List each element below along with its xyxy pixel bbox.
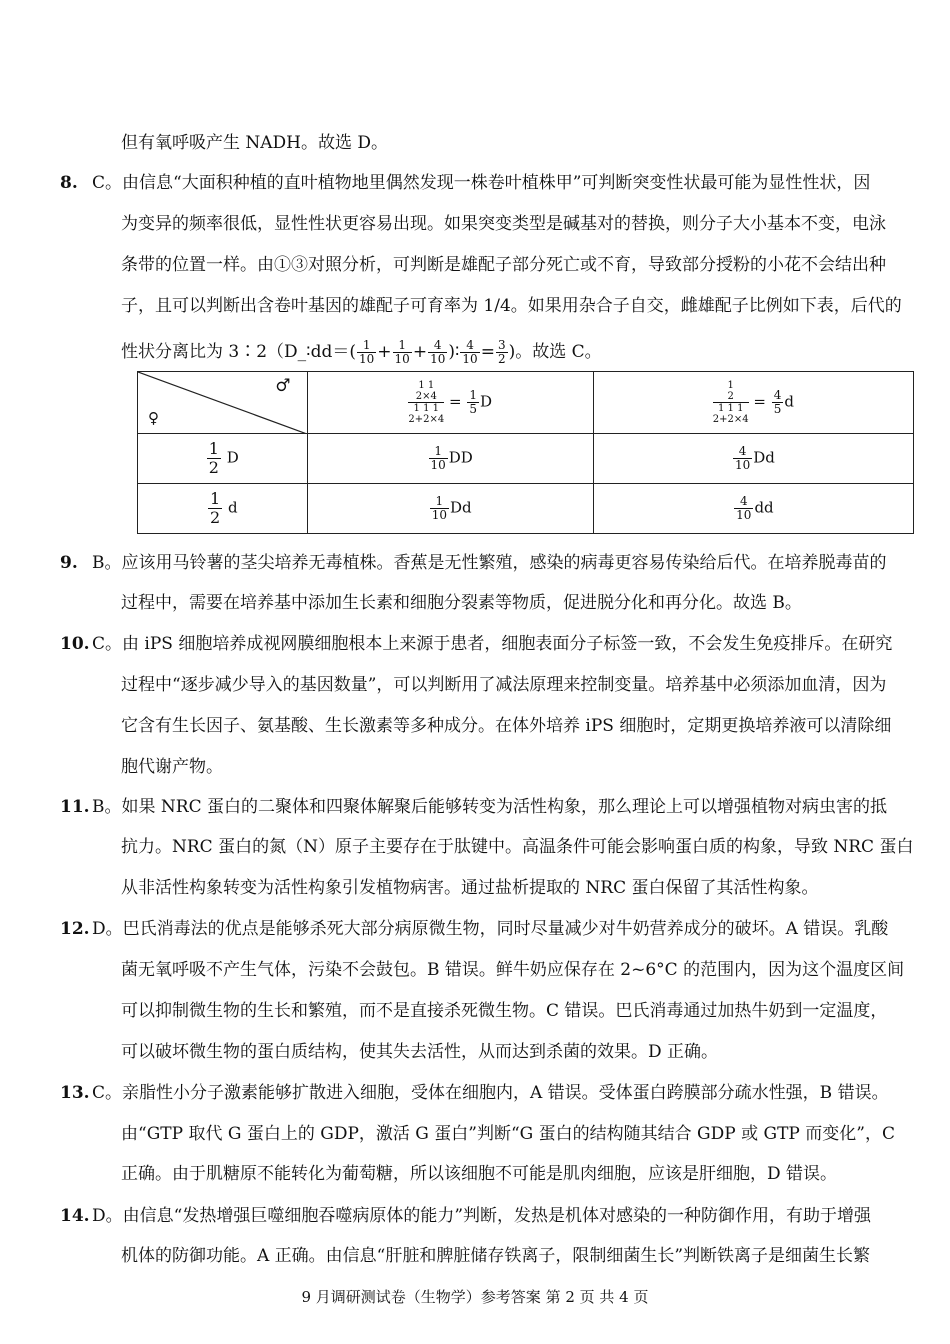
text-line: 从非活性构象转变为活性构象引发植物病害。通过盐析提取的 NRC 蛋白保留了其活性构象。 xyxy=(121,878,819,898)
gamete-table xyxy=(137,371,914,534)
fraction: 1 1 2×4 1 1 1 2+2×4 xyxy=(408,380,445,425)
question-number: 14. xyxy=(60,1206,90,1226)
formula-line xyxy=(121,334,602,370)
text-line: 胞代谢产物。 xyxy=(121,757,223,777)
ratio-sep: )∶ xyxy=(448,342,460,362)
text-line: B。如果 NRC 蛋白的二聚体和四聚体解聚后能够转变为活性构象，那么理论上可以增强植物对病虫害的抵 xyxy=(92,797,887,817)
table-row xyxy=(138,434,914,484)
diagonal-header-cell xyxy=(138,372,308,434)
genotype-cell: $\frac{1}{10}$ Dd xyxy=(307,484,593,534)
fraction: $\frac{4}{10}$ xyxy=(462,338,478,366)
question-number: 10. xyxy=(60,634,90,654)
plus: + xyxy=(377,342,392,362)
table-row xyxy=(138,484,914,534)
formula-prefix: 性状分离比为 3∶2（D_∶dd＝( xyxy=(121,342,356,362)
question-number: 13. xyxy=(60,1083,90,1103)
text-line: 由“GTP 取代 G 蛋白上的 GDP，激活 G 蛋白”判断“G 蛋白的结构随其结合 GDP 或 GTP 而变化”，C xyxy=(121,1124,895,1144)
genotype-cell: $\frac{1}{10}$ DD xyxy=(307,434,593,484)
text-line: 它含有生长因子、氨基酸、生长激素等多种成分。在体外培养 iPS 细胞时，定期更换培养液可以清除细 xyxy=(121,716,892,736)
text-line: 但有氧呼吸产生 NADH。故选 D。 xyxy=(121,133,389,153)
question-number: 9. xyxy=(60,553,78,573)
fraction: $\frac{1}{10}$ xyxy=(394,338,410,366)
text-line: 正确。由于肌糖原不能转化为葡萄糖，所以该细胞不可能是肌肉细胞，应该是肝细胞，D 错误。 xyxy=(121,1164,838,1184)
genotype-cell: $\frac{4}{10}$ dd xyxy=(593,484,913,534)
fraction: $\frac{4}{10}$ xyxy=(430,338,446,366)
male-gamete-d-header xyxy=(593,372,913,434)
allele: D xyxy=(479,392,493,411)
equals: = xyxy=(480,342,495,362)
equals: = xyxy=(448,392,462,411)
text-line: B。应该用马铃薯的茎尖培养无毒植株。香蕉是无性繁殖，感染的病毒更容易传染给后代。在培养脱毒苗的 xyxy=(92,553,887,573)
genotype-cell: $\frac{4}{10}$ Dd xyxy=(593,434,913,484)
allele: d xyxy=(784,392,795,411)
text-line: 抗力。NRC 蛋白的氮（N）原子主要存在于肽键中。高温条件可能会影响蛋白质的构象，导致 NRC 蛋白 xyxy=(121,837,914,857)
formula-suffix: )。故选 C。 xyxy=(508,342,602,362)
text-line: C。由信息“大面积种植的直叶植物地里偶然发现一株卷叶植株甲”可判断突变性状最可能为显性性状，因 xyxy=(92,173,871,193)
text-line: 过程中“逐步减少导入的基因数量”，可以判断用了减法原理来控制变量。培养基中必须添加血清，因为 xyxy=(121,675,887,695)
female-gamete-cell: $\frac{1}{2}$ d xyxy=(138,484,308,534)
text-line: C。亲脂性小分子激素能够扩散进入细胞，受体在细胞内，A 错误。受体蛋白跨膜部分疏水性强，B 错误。 xyxy=(92,1083,889,1103)
text-line: C。由 iPS 细胞培养成视网膜细胞根本上来源于患者，细胞表面分子标签一致，不会发生免疫排斥。在研究 xyxy=(92,634,893,654)
male-gamete-D-header xyxy=(307,372,593,434)
question-number: 11. xyxy=(60,797,90,817)
text-line: 条带的位置一样。由①③对照分析，可判断是雄配子部分死亡或不育，导致部分授粉的小花不会结出种 xyxy=(121,255,886,275)
text-line: 可以破坏微生物的蛋白质结构，使其失去活性，从而达到杀菌的效果。D 正确。 xyxy=(121,1042,719,1062)
question-number: 8. xyxy=(60,173,78,193)
text-line: 过程中，需要在培养基中添加生长素和细胞分裂素等物质，促进脱分化和再分化。故选 B。 xyxy=(121,593,802,613)
plus: + xyxy=(412,342,428,362)
fraction: $\frac{3}{2}$ xyxy=(497,338,506,366)
text-line: 可以抑制微生物的生长和繁殖，而不是直接杀死微生物。C 错误。巴氏消毒通过加热牛奶到一定温度， xyxy=(121,1001,888,1021)
text-line: D。由信息“发热增强巨噬细胞吞噬病原体的能力”判断，发热是机体对感染的一种防御作用，有助于增强 xyxy=(92,1206,872,1226)
fraction: $\frac{1}{5}$ xyxy=(469,388,477,416)
text-line: 菌无氧呼吸不产生气体，污染不会鼓包。B 错误。鲜牛奶应保存在 2~6°C 的范围内，因为这个温度区间 xyxy=(121,960,905,980)
text-line: D。巴氏消毒法的优点是能够杀死大部分病原微生物，同时尽量减少对牛奶营养成分的破坏。A 错误。乳酸 xyxy=(92,919,889,939)
text-line: 子，且可以判断出含卷叶基因的雄配子可育率为 1/4。如果用杂合子自交，雌雄配子比例如下表，后代的 xyxy=(121,296,902,316)
male-symbol: ♂ xyxy=(275,376,291,396)
equals: = xyxy=(753,392,766,411)
fraction: $\frac{4}{5}$ xyxy=(773,388,782,416)
page-footer: 9 月调研测试卷（生物学）参考答案 第 2 页 共 4 页 xyxy=(301,1288,649,1306)
fraction: $\frac{1}{10}$ xyxy=(359,338,375,366)
text-line: 机体的防御功能。A 正确。由信息“肝脏和脾脏储存铁离子，限制细菌生长”判断铁离子是细菌生长繁 xyxy=(121,1246,871,1266)
text-line: 为变异的频率很低，显性性状更容易出现。如果突变类型是碱基对的替换，则分子大小基本不变，电泳 xyxy=(121,214,886,234)
fraction: 1 2 1 1 1 2+2×4 xyxy=(712,380,749,425)
female-symbol: ♀ xyxy=(148,409,159,427)
female-gamete-cell: $\frac{1}{2}$ D xyxy=(138,434,308,484)
question-number: 12. xyxy=(60,919,90,939)
